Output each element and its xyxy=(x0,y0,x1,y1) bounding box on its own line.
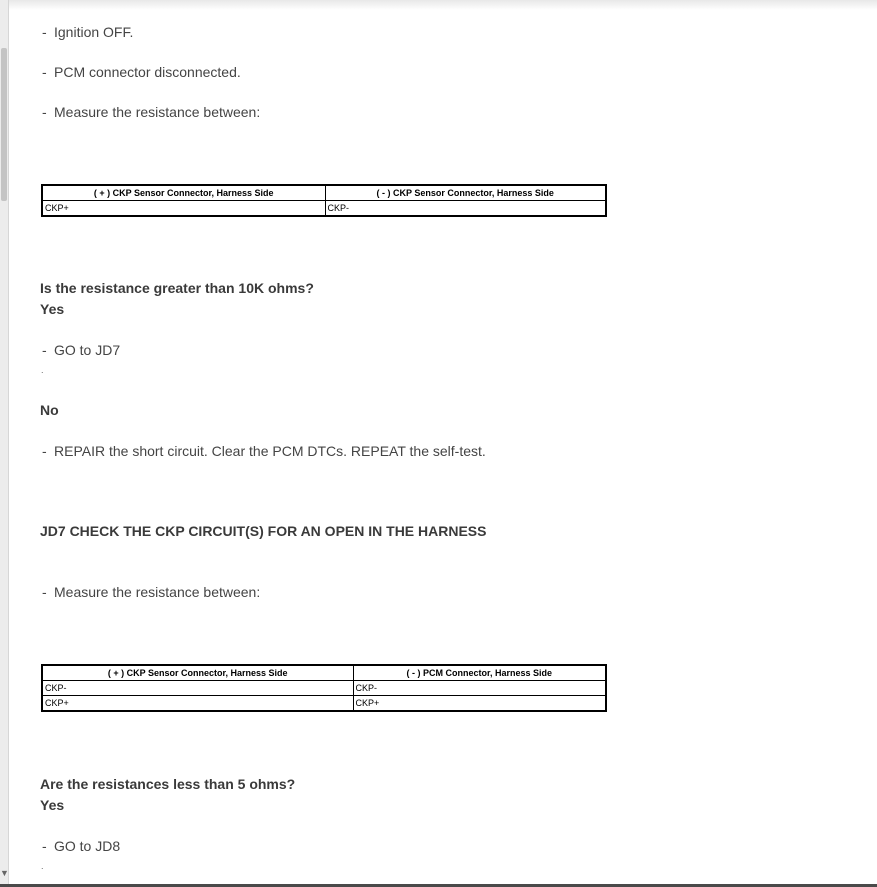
table-header: ( - ) PCM Connector, Harness Side xyxy=(353,665,606,681)
no-action xyxy=(42,443,486,459)
table-row xyxy=(42,696,606,712)
step-ignition-off xyxy=(42,24,133,40)
period-mark: . xyxy=(41,365,44,375)
measurement-table-1 xyxy=(41,184,607,217)
top-shadow xyxy=(9,0,877,10)
bullet-dash: - xyxy=(42,64,47,80)
action-text: GO to JD8 xyxy=(54,838,121,854)
step-text: PCM connector disconnected. xyxy=(54,64,241,80)
table-header: ( + ) CKP Sensor Connector, Harness Side xyxy=(42,665,353,681)
answer-yes-label: Yes xyxy=(40,797,65,813)
table-cell: CKP- xyxy=(42,681,353,696)
table-cell: CKP- xyxy=(353,681,606,696)
yes-action-2 xyxy=(42,838,120,854)
step-text: Measure the resistance between: xyxy=(54,104,261,120)
scrollbar-thumb[interactable] xyxy=(1,48,7,201)
table-cell: CKP+ xyxy=(42,696,353,712)
table-cell: CKP+ xyxy=(353,696,606,712)
period-mark: . xyxy=(41,861,44,871)
step-measure-resistance-2 xyxy=(42,584,260,600)
answer-no-label: No xyxy=(40,402,59,418)
question-resistance-10k: Is the resistance greater than 10K ohms? xyxy=(40,280,314,296)
bullet-dash: - xyxy=(42,104,47,120)
step-text: Measure the resistance between: xyxy=(54,584,261,600)
scroll-down-icon[interactable]: ▼ xyxy=(0,868,9,878)
bullet-dash: - xyxy=(42,584,47,600)
table-cell: CKP+ xyxy=(42,201,325,217)
bullet-dash: - xyxy=(42,443,47,459)
bullet-dash: - xyxy=(42,838,47,854)
table-row xyxy=(42,201,606,217)
bullet-dash: - xyxy=(42,24,47,40)
table-header-row xyxy=(42,665,606,681)
measurement-table-2 xyxy=(41,664,607,712)
step-text: Ignition OFF. xyxy=(54,24,134,40)
table-header-row xyxy=(42,185,606,201)
step-pcm-disconnected xyxy=(42,64,241,80)
yes-action xyxy=(42,342,120,358)
bullet-dash: - xyxy=(42,342,47,358)
step-measure-resistance xyxy=(42,104,260,120)
table-row xyxy=(42,681,606,696)
action-text: GO to JD7 xyxy=(54,342,121,358)
document-page xyxy=(9,0,877,884)
table-header: ( + ) CKP Sensor Connector, Harness Side xyxy=(42,185,325,201)
question-resistance-5-ohms: Are the resistances less than 5 ohms? xyxy=(40,776,296,792)
table-header: ( - ) CKP Sensor Connector, Harness Side xyxy=(325,185,606,201)
section-heading-jd7: JD7 CHECK THE CKP CIRCUIT(S) FOR AN OPEN IN THE HARNESS xyxy=(40,523,487,539)
left-scrollbar[interactable] xyxy=(0,0,9,887)
table-cell: CKP- xyxy=(325,201,606,217)
action-text: REPAIR the short circuit. Clear the PCM DTCs. REPEAT the self-test. xyxy=(54,443,486,459)
answer-yes-label: Yes xyxy=(40,301,65,317)
